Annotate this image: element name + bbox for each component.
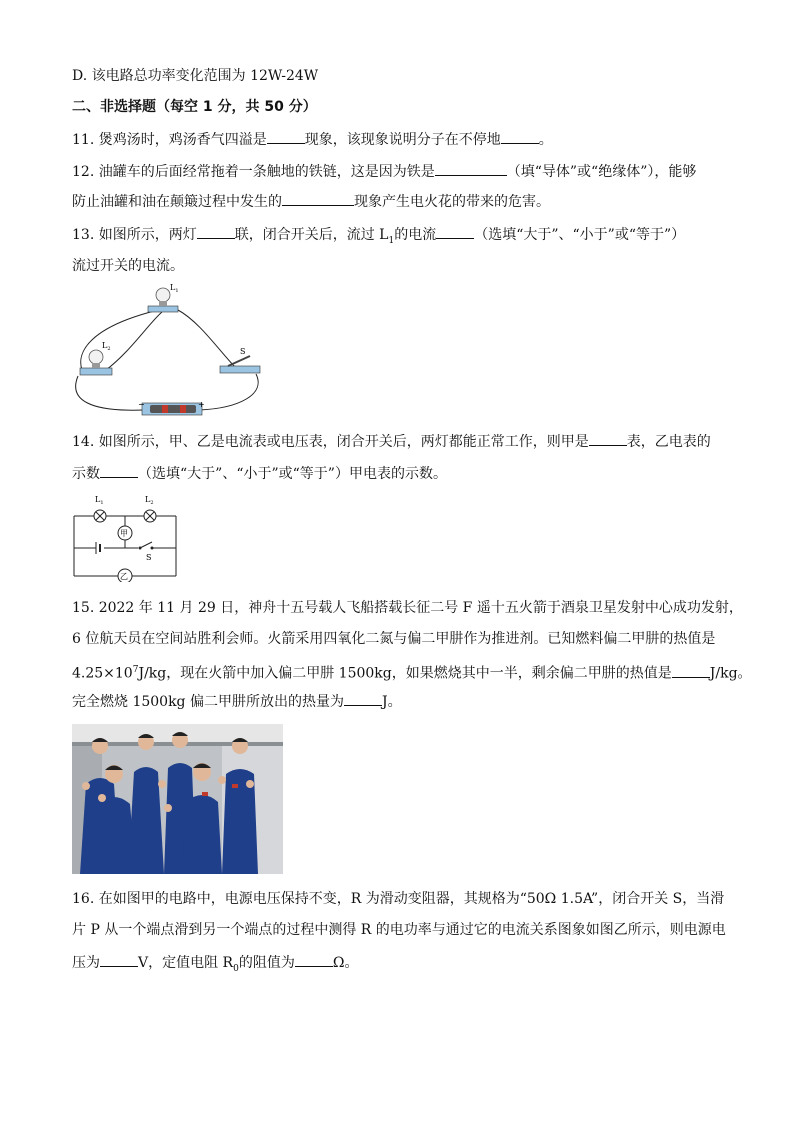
lamp-l1: [148, 283, 179, 312]
q14-text-d: （选填“大于”、“小于”或“等于”）甲电表的示数。: [138, 466, 447, 482]
q16-sub: 0: [233, 963, 239, 974]
q15-text-c2: J/kg，现在火箭中加入偏二甲肼 1500kg，如果燃烧其中一半，剩余偏二甲肼的热值是: [138, 665, 672, 682]
wire: [76, 376, 144, 410]
meter-jia-label: 甲: [120, 529, 128, 538]
q13-text-b: 联，闭合开关后，流过 L: [234, 227, 389, 243]
q14-text-b: 表，乙电表的: [626, 434, 711, 450]
q16-text-c3: 的阻值为: [238, 955, 295, 971]
question-13-line-1: [72, 224, 685, 251]
wire: [200, 374, 258, 410]
q11-text-c: 。: [538, 132, 553, 148]
q14-blank-1[interactable]: [589, 431, 627, 446]
q15-blank-2[interactable]: [344, 691, 382, 706]
q14-circuit-figure: [70, 490, 182, 582]
question-12-line-2: [72, 191, 550, 212]
question-14-line-2: [72, 463, 447, 484]
q14-text-c: 示数: [72, 466, 100, 482]
q12-text-c: 防止油罐和油在颠簸过程中发生的: [72, 194, 282, 210]
question-12-line-1: [72, 161, 696, 182]
q15-blank-1[interactable]: [672, 663, 710, 678]
q13-blank-1[interactable]: [197, 224, 235, 239]
lamp-l1-symbol: [94, 495, 106, 522]
switch-symbol: [139, 542, 154, 562]
battery: [138, 400, 205, 415]
l1-label: $L_1$: [170, 283, 179, 294]
astronauts-photo: [72, 724, 283, 874]
q14-l1-label: $L_1$: [95, 495, 104, 506]
q11-text-a: 11. 煲鸡汤时，鸡汤香气四溢是: [72, 132, 267, 148]
question-14-line-1: [72, 431, 711, 452]
q15-exponent: 7: [132, 665, 139, 675]
q16-blank-1[interactable]: [100, 952, 138, 967]
question-16-line-1: 16. 在如图甲的电路中，电源电压保持不变，R 为滑动变阻器，其规格为“50Ω 1.5A”，闭合开关 S，当滑: [72, 891, 725, 907]
plus-label: +: [198, 400, 205, 409]
section-heading: 二、非选择题（每空 1 分，共 50 分）: [72, 99, 317, 115]
q15-text-c3: J/kg。: [709, 665, 752, 682]
question-13-line-2: 流过开关的电流。: [72, 258, 184, 274]
question-16-line-3: [72, 952, 358, 979]
q13-text-a: 13. 如图所示，两灯: [72, 227, 197, 243]
q16-text-c1: 压为: [72, 955, 100, 971]
q16-blank-2[interactable]: [295, 952, 333, 967]
q16-text-c2: V，定值电阻 R: [138, 955, 234, 971]
q12-blank-2[interactable]: [282, 191, 354, 206]
q14-l2-label: $L_2$: [145, 495, 154, 506]
wire: [106, 312, 162, 370]
l2-label: $L_2$: [102, 341, 111, 352]
q13-circuit-figure: [70, 282, 270, 420]
meter-jia: [118, 526, 132, 540]
question-11: [72, 129, 553, 150]
q13-text-d: （选填“大于”、“小于”或“等于”）: [474, 227, 686, 243]
lamp-l2: [80, 341, 112, 375]
q15-text-c1: 4.25×10: [72, 665, 133, 682]
switch-s: [220, 347, 260, 373]
meter-yi-label: 乙: [120, 572, 128, 581]
meter-yi: [118, 569, 132, 582]
q13-sub: 1: [388, 235, 395, 246]
q15-text-d1: 完全燃烧 1500kg 偏二甲肼所放出的热量为: [72, 694, 344, 710]
q11-blank-1[interactable]: [267, 129, 305, 144]
wire: [178, 310, 236, 368]
q12-text-a: 12. 油罐车的后面经常拖着一条触地的铁链，这是因为铁是: [72, 164, 435, 180]
q14-text-a: 14. 如图所示，甲、乙是电流表或电压表，闭合开关后，两灯都能正常工作，则甲是: [72, 434, 589, 450]
q13-text-c: 的电流: [394, 227, 437, 243]
q12-text-d: 现象产生电火花的带来的危害。: [354, 194, 550, 210]
q13-blank-2[interactable]: [436, 224, 474, 239]
minus-label: −: [138, 400, 145, 409]
q12-text-b: （填“导体”或“绝缘体”），能够: [506, 164, 697, 180]
switch-s-label: S: [146, 553, 152, 562]
q11-text-b: 现象，该现象说明分子在不停地: [304, 132, 501, 148]
q15-text-d2: J。: [381, 694, 402, 710]
question-16-line-2: 片 P 从一个端点滑到另一个端点的过程中测得 R 的电功率与通过它的电流关系图象如图乙所示，则电源电: [72, 922, 726, 938]
battery-symbol: [96, 542, 100, 554]
question-15-line-4: [72, 691, 402, 712]
question-15-line-1: 15. 2022 年 11 月 29 日，神舟十五号载人飞船搭载长征二号 F 遥十五火箭于酒泉卫星发射中心成功发射，: [72, 600, 743, 616]
q16-text-c4: Ω。: [332, 955, 359, 971]
lamp-l2-symbol: [144, 495, 156, 522]
q14-blank-2[interactable]: [100, 463, 138, 478]
question-15-line-3: [72, 660, 752, 684]
question-15-line-2: 6 位航天员在空间站胜利会师。火箭采用四氧化二氮与偏二甲肼作为推进剂。已知燃料偏二甲肼的热值是: [72, 631, 716, 647]
switch-label: S: [240, 347, 246, 356]
q12-blank-1[interactable]: [435, 161, 507, 176]
option-d: D. 该电路总功率变化范围为 12W-24W: [72, 68, 319, 84]
q11-blank-2[interactable]: [501, 129, 539, 144]
